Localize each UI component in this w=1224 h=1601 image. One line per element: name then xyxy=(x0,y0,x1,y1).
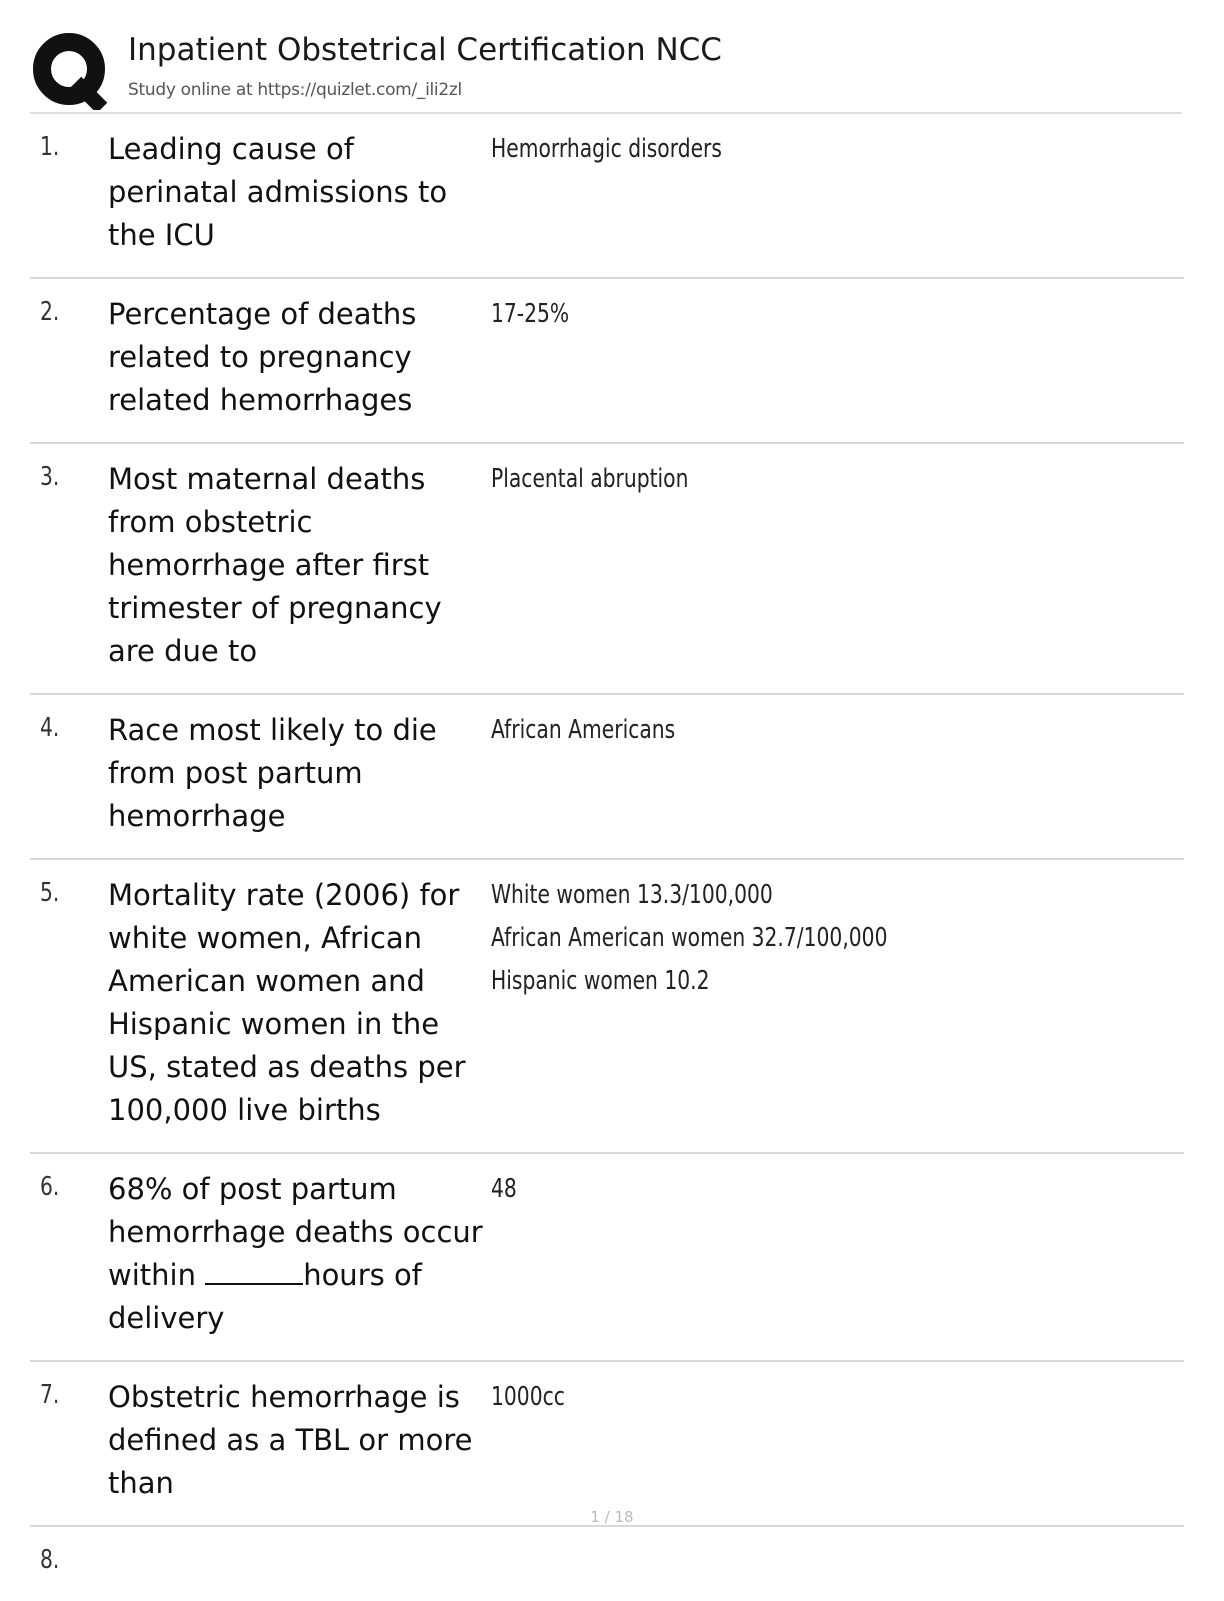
card-term: Race most likely to die from post partum hemorrhage xyxy=(108,713,437,833)
card-number: 7. xyxy=(40,1380,60,1410)
flashcard-5 xyxy=(30,860,1184,1154)
card-number: 3. xyxy=(40,462,60,492)
quizlet-q-logo-icon xyxy=(32,32,110,110)
card-number: 5. xyxy=(40,878,60,908)
card-number: 8. xyxy=(40,1545,60,1575)
card-term-end: hours of delivery xyxy=(108,1258,422,1335)
flashcard-6 xyxy=(30,1154,1184,1362)
card-definition: 48 xyxy=(491,1174,517,1204)
card-number: 2. xyxy=(40,297,60,327)
card-definition: African Americans xyxy=(491,715,676,745)
card-definition: 17-25% xyxy=(491,299,570,329)
card-definition: Hemorrhagic disorders xyxy=(491,134,722,164)
card-number: 4. xyxy=(40,713,60,743)
flashcard-list xyxy=(30,114,1184,1601)
card-number: 6. xyxy=(40,1172,60,1202)
study-online-link[interactable]: Study online at https://quizlet.com/_ili2zl xyxy=(128,80,462,100)
flashcard-2 xyxy=(30,279,1184,444)
card-term: Percentage of deaths related to pregnancy related hemorrhages xyxy=(108,297,417,417)
flashcard-3 xyxy=(30,444,1184,695)
card-term: Most maternal deaths from obstetric hemorrhage after first trimester of pregnancy are due to xyxy=(108,462,442,668)
card-term: Leading cause of perinatal admissions to the ICU xyxy=(108,132,448,252)
page-header xyxy=(30,28,1184,114)
card-term xyxy=(108,1168,488,1340)
card-term-start: 68% of post partum hemorrhage deaths occur within xyxy=(108,1172,483,1292)
page-title: Inpatient Obstetrical Certification NCC xyxy=(128,32,722,68)
card-definition: White women 13.3/100,000 African American women 32.7/100,000 Hispanic women 10.2 xyxy=(491,880,888,996)
page-number: 1 / 18 xyxy=(590,1508,634,1526)
card-definition: Placental abruption xyxy=(491,464,689,494)
card-term: Obstetric hemorrhage is defined as a TBL or more than xyxy=(108,1380,473,1500)
card-definition: 1000cc xyxy=(491,1382,565,1412)
flashcard-7 xyxy=(30,1362,1184,1527)
flashcard-1 xyxy=(30,114,1184,279)
card-number: 1. xyxy=(40,132,60,162)
flashcard-4 xyxy=(30,695,1184,860)
flashcard-8 xyxy=(30,1527,1184,1601)
card-term: Mortality rate (2006) for white women, African American women and Hispanic women in the US, stated as deaths per 100,000 live births xyxy=(108,878,466,1127)
fill-in-blank xyxy=(205,1255,303,1285)
